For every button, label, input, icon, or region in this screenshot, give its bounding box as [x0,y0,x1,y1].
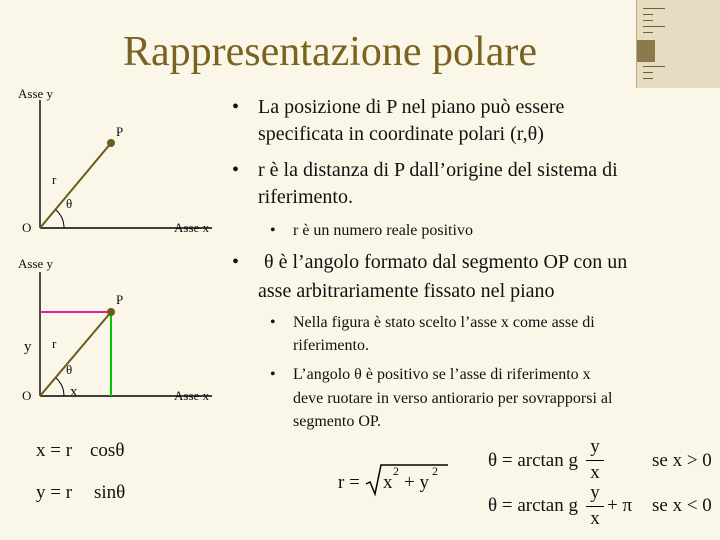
bottom-y-axis-label: Asse y [18,256,54,271]
fraction-bar [586,506,604,507]
bottom-angle-label: θ [66,362,73,377]
bullet-3-line-2: asse arbitrariamente fissato nel piano [258,280,555,302]
formula-x-lhs: x = r [36,440,73,461]
formula-theta2-num: y [590,482,600,503]
top-origin-label: O [22,220,32,235]
sub-bullet-3-line-1: L’angolo θ è positivo se l’asse di riferimento x [293,366,591,383]
bottom-radius-label: r [52,336,57,351]
formula-theta2-lhs: θ = arctan g [488,495,578,516]
formula-theta2-cond: se x < 0 [652,495,712,516]
bottom-y-component-label: y [24,339,32,355]
formula-r-exp1: 2 [393,464,399,478]
bullet-dot: • [232,96,240,118]
bullet-2-line-2: riferimento. [258,186,353,208]
bottom-origin-label: O [22,388,32,403]
top-angle-arc [56,210,64,228]
sub-bullet-2-line-1: Nella figura è stato scelto l’asse x come asse di [293,314,595,331]
sub-bullet-dot: • [270,366,276,383]
ruler-tick [643,8,665,9]
page-title: Rappresentazione polare [123,29,537,75]
sub-bullet-1: r è un numero reale positivo [293,222,473,239]
bullet-1-line-1: La posizione di P nel piano può essere [258,96,565,118]
formula-y-rhs: sinθ [94,482,126,503]
sub-bullet-dot: • [270,314,276,331]
formula-theta1-lhs: θ = arctan g [488,450,578,471]
bullet-dot: • [232,251,240,273]
formula-r-plus-y: + y [404,472,429,493]
formula-theta2-add: + π [607,495,633,516]
formula-x-rhs: cosθ [90,440,125,461]
ruler-tick [643,20,653,21]
top-angle-label: θ [66,196,73,211]
bullet-3-line-1: θ è l’angolo formato dal segmento OP con un [264,251,628,273]
sub-bullet-dot: • [270,222,276,239]
formula-y-lhs: y = r [36,482,73,503]
formula-theta1-den: x [590,462,600,483]
bullet-2-line-1: r è la distanza di P dall’origine del sistema di [258,159,618,181]
formula-theta1-cond: se x > 0 [652,450,712,471]
ruler-tick [643,26,665,27]
bottom-point-label: P [116,292,124,307]
sub-bullet-2-line-2: riferimento. [293,337,369,354]
formula-r-lhs: r = [338,472,360,493]
bottom-x-component-label: x [70,384,78,400]
ruler-tick [643,78,653,79]
formula-r-exp2: 2 [432,464,438,478]
bottom-point-p [107,308,115,316]
formula-theta2-den: x [590,508,600,529]
top-point-p [107,139,115,147]
top-y-axis-label: Asse y [18,86,54,101]
fraction-bar [586,460,604,461]
formula-theta1-num: y [590,436,600,457]
ruler-tick [643,14,653,15]
bottom-angle-arc [56,378,64,396]
polar-diagrams [0,0,230,420]
top-radius-label: r [52,172,57,187]
formula-r-x: x [383,472,393,493]
bullet-1-line-2: specificata in coordinate polari (r,θ) [258,123,544,145]
bullet-dot: • [232,159,240,181]
sub-bullet-3-line-3: segmento OP. [293,413,381,430]
top-point-label: P [116,124,124,139]
top-radius-line [40,143,111,228]
top-x-axis-label: Asse x [174,220,210,235]
sub-bullet-3-line-2: deve ruotare in verso antiorario per sovrapporsi al [293,390,613,407]
bottom-x-axis-label: Asse x [174,388,210,403]
